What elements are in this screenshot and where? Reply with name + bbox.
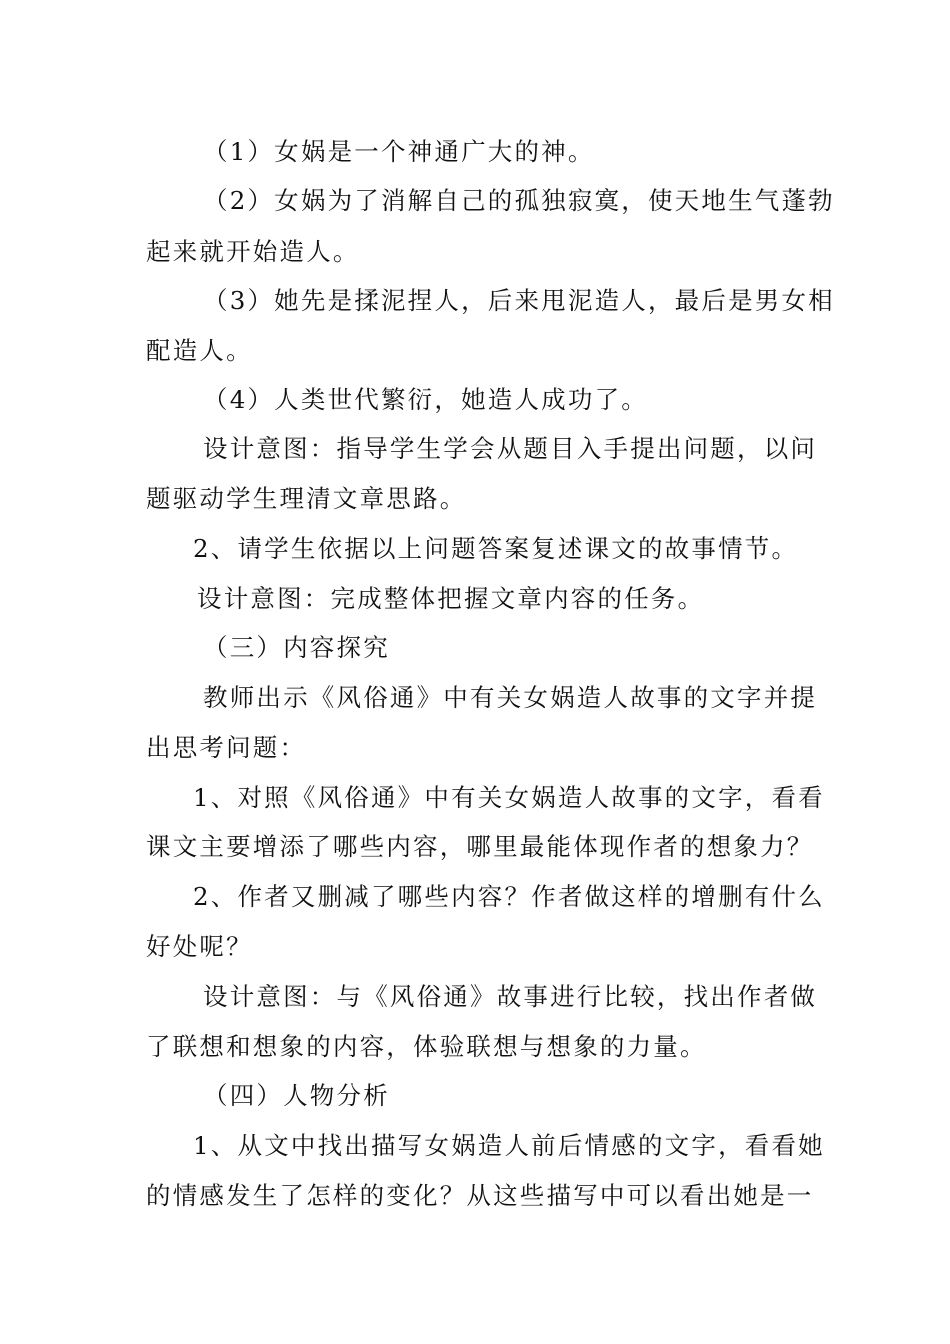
text-line: 出思考问题： [146,733,307,762]
section-heading: （四）人物分析 [203,1081,390,1110]
text-line: 配造人。 [146,336,253,365]
text-line: 了联想和想象的内容，体验联想与想象的力量。 [146,1032,707,1061]
text-line: 教师出示《风俗通》中有关女娲造人故事的文字并提 [203,683,818,712]
text-line: 设计意图：指导学生学会从题目入手提出问题，以问 [203,434,818,463]
text-line: 起来就开始造人。 [146,237,360,266]
text-line: 题驱动学生理清文章思路。 [146,484,467,513]
text-line: 2、请学生依据以上问题答案复述课文的故事情节。 [193,534,799,563]
text-line: （4）人类世代繁衍，她造人成功了。 [203,385,648,414]
text-line: 设计意图：完成整体把握文章内容的任务。 [197,584,705,613]
text-line: 1、对照《风俗通》中有关女娲造人故事的文字，看看 [193,783,825,812]
text-line: （3）她先是揉泥捏人，后来甩泥造人，最后是男女相 [203,286,835,315]
text-line: 好处呢？ [146,932,253,961]
text-line: 课文主要增添了哪些内容，哪里最能体现作者的想象力？ [146,832,814,861]
text-line: （2）女娲为了消解自己的孤独寂寞，使天地生气蓬勃 [203,186,835,215]
text-line: 2、作者又删减了哪些内容？作者做这样的增删有什么 [193,882,825,911]
text-line: 的情感发生了怎样的变化？从这些描写中可以看出她是一 [146,1181,814,1210]
text-line: 设计意图：与《风俗通》故事进行比较，找出作者做 [203,982,818,1011]
section-heading: （三）内容探究 [203,633,390,662]
text-line: 1、从文中找出描写女娲造人前后情感的文字，看看她 [193,1131,825,1160]
text-line: （1）女娲是一个神通广大的神。 [203,137,595,166]
